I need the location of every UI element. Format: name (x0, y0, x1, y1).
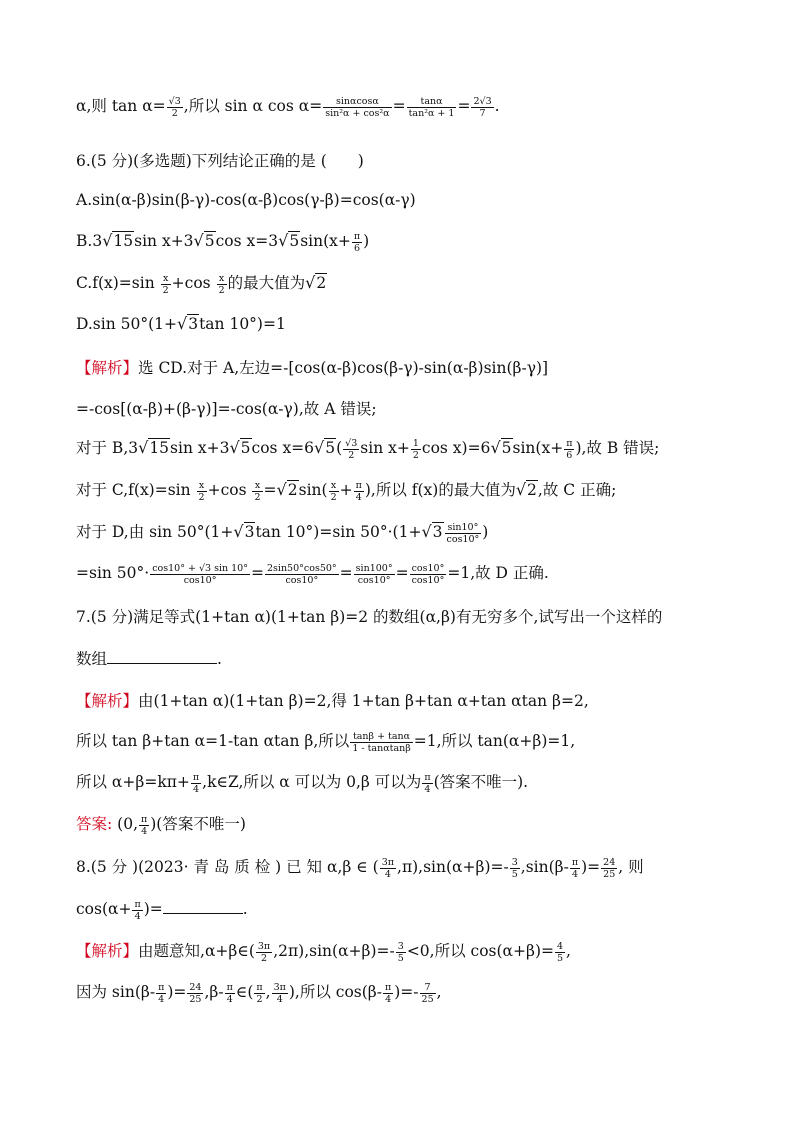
problem7-solution-line-1: 【解析】由(1+tan α)(1+tan β)=2,得 1+tan β+tan α+tan αtan β=2, (76, 692, 589, 710)
fraction: $\frac{7}{25}$ (421, 981, 434, 1005)
solution-tag: 【解析】 (76, 942, 139, 960)
problem8-solution-line-2: 因为 sin(β- $\frac{\pi}{4}$ )= $\frac{24}{25}$ ,β- $\frac{\pi}{4}$ ∈( $\frac{\pi}{2}$ , $\frac{3\pi}{4}$ ),所以 cos(β- $\frac{\pi}{4}$ )=- $\frac{7}{25}$ , (76, 981, 442, 1005)
fraction: $\frac{24}{25}$ (189, 981, 202, 1005)
fraction: $\frac{\sin\alpha\cos\alpha}{\text{sin²α + cos²α}}$ (325, 95, 390, 119)
problem8-solution-line-1: 【解析】由题意知,α+β∈( $\frac{3\pi}{2}$ ,2π),sin(α+β)=- $\frac{3}{5}$ <0,所以 cos(α+β)= $\frac{4}{5}$ , (76, 940, 571, 964)
sqrt: √5 (229, 438, 251, 457)
problem7-solution-line-3: 所以 α+β=kπ+ $\frac{\pi}{4}$ ,k∈Z,所以 α 可以为 0,β 可以为 $\frac{\pi}{4}$ (答案不唯一). (76, 771, 529, 795)
fraction: $\frac{\pi}{2}$ (256, 981, 263, 1005)
solution-tag: 【解析】 (76, 692, 139, 710)
fraction: $\frac{\tan\beta + \tan\alpha}{1 - \tan\alpha\tan\beta}$ (352, 730, 411, 754)
fraction: $\frac{\pi}{4}$ (141, 813, 148, 837)
sqrt: √3 (233, 522, 255, 541)
sqrt: √5 (314, 438, 336, 457)
fraction: $\frac{1}{2}$ (412, 437, 419, 461)
text: α,则 tan α= (76, 97, 166, 115)
answer-label: 答案: (76, 815, 113, 833)
fraction: $\frac{\sin 10^\circ}{\cos 10^\circ}$ (446, 521, 480, 545)
problem8-stem-2: cos(α+ $\frac{\pi}{4}$ )= . (76, 898, 248, 922)
problem6-solution-line-1: 【解析】选 CD.对于 A,左边=-[cos(α-β)cos(β-γ)-sin(α-β)sin(β-γ)] (76, 359, 549, 377)
problem6-option-b: B.3√15sin x+3√5cos x=3√5sin(x+ $\frac{\pi}{6}$ ) (76, 230, 370, 254)
fraction: $\frac{\pi}{4}$ (571, 856, 579, 880)
sqrt: √5 (490, 438, 512, 457)
fraction: $\frac{\pi}{4}$ (355, 479, 362, 503)
fraction: $\frac{\cos 10^\circ}{\cos 10^\circ}$ (411, 562, 445, 586)
fraction: $\frac{\pi}{6}$ (353, 230, 361, 254)
fraction: $\frac{3\pi}{4}$ (273, 981, 286, 1005)
sqrt: √5 (193, 231, 215, 250)
problem8-stem-1: 8.(5 分 )(2023· 青 岛 质 检 ) 已 知 α,β ∈ ( $\frac{3\pi}{4}$ ,π),sin(α+β)=- $\frac{3}{5}$ ,sin(β- $\frac{\pi}{4}$ )= $\frac{24}{25}$ , 则 (76, 856, 644, 880)
fraction: $\frac{x}{2}$ (162, 272, 169, 296)
text: ,所以 sin α cos α= (183, 97, 323, 115)
fraction: $\frac{\pi}{4}$ (226, 981, 233, 1005)
problem6-solution-line-4: 对于 C,f(x)=sin $\frac{x}{2}$ +cos $\frac{x}{2}$ =√2sin( $\frac{x}{2}$ + $\frac{\pi}{4}$ ),所以 f(x)的最大值为√2,故 C 正确; (76, 479, 617, 503)
problem7-stem-2: 数组 . (76, 647, 724, 670)
problem6-solution-line-2: =-cos[(α-β)+(β-γ)]=-cos(α-γ),故 A 错误; (76, 400, 377, 418)
fraction: $\frac{\pi}{4}$ (424, 771, 431, 795)
fraction: $\frac{\pi}{4}$ (158, 981, 165, 1005)
fraction: $\frac{\tan\alpha}{\text{tan²α + 1}}$ (408, 95, 455, 119)
fraction: $\frac{x}{2}$ (330, 479, 337, 503)
problem6-solution-line-5: 对于 D,由 sin 50°(1+√3tan 10°)=sin 50°·(1+√3 $\frac{\sin 10^\circ}{\cos 10^\circ}$ ) (76, 521, 489, 545)
fraction: $\frac{24}{25}$ (603, 856, 616, 880)
fraction: $\frac{x}{2}$ (198, 479, 205, 503)
fraction: $\frac{x}{2}$ (218, 272, 225, 296)
fraction: $\frac{\pi}{6}$ (566, 437, 573, 461)
fraction: $\frac{3}{5}$ (511, 856, 518, 880)
fraction: $\frac{√3}{2}$ (168, 95, 181, 119)
fraction: $\frac{\sin 100^\circ}{\cos 10^\circ}$ (355, 562, 393, 586)
fraction: $\frac{2\sin 50^\circ\cos 50^\circ}{\cos 10^\circ}$ (266, 562, 337, 586)
solution-tag: 【解析】 (76, 359, 139, 377)
problem5-tail-line: α,则 tan α= $\frac{√3}{2}$ ,所以 sin α cos α= $\frac{\sin\alpha\cos\alpha}{\text{sin²α + cos²α}}$ = $\frac{\tan\alpha}{\text{tan²α + 1}}$ = $\frac{2√3}{7}$ . (76, 95, 500, 119)
problem6-stem: 6.(5 分)(多选题)下列结论正确的是 ( ) (76, 152, 364, 170)
answer-blank[interactable] (107, 647, 217, 664)
sqrt: √15 (102, 231, 134, 250)
problem6-solution-line-3: 对于 B,3√15sin x+3√5cos x=6√5( $\frac{√3}{2}$ sin x+ $\frac{1}{2}$ cos x)=6√5sin(x+ $\frac{\pi}{6}$ ),故 B 错误; (76, 437, 660, 461)
fraction: $\frac{4}{5}$ (556, 940, 564, 964)
answer-blank[interactable] (163, 897, 243, 914)
problem6-option-d: D.sin 50°(1+√3tan 10°)=1 (76, 314, 286, 333)
problem6-solution-line-6: =sin 50°· $\frac{\cos 10^\circ + √3 \sin 10^\circ}{\cos 10^\circ}$ = $\frac{2\sin 50^\circ\cos 50^\circ}{\cos 10^\circ}$ = $\frac{\sin 100^\circ}{\cos 10^\circ}$ = $\frac{\cos 10^\circ}{\cos 10^\circ}$ =1,故 D 正确. (76, 562, 549, 586)
fraction: $\frac{3\pi}{2}$ (257, 940, 271, 964)
sqrt: √2 (305, 273, 327, 292)
fraction: $\frac{3\pi}{4}$ (381, 856, 395, 880)
fraction: $\frac{\pi}{4}$ (385, 981, 392, 1005)
fraction: $\frac{\pi}{4}$ (192, 771, 200, 795)
problem6-option-a: A.sin(α-β)sin(β-γ)-cos(α-β)cos(γ-β)=cos(α-γ) (76, 191, 416, 209)
problem7-stem-1: 7.(5 分)满足等式(1+tan α)(1+tan β)=2 的数组(α,β)有无穷多个,试写出一个这样的 (76, 608, 663, 626)
fraction: $\frac{\cos 10^\circ + √3 \sin 10^\circ}{\cos 10^\circ}$ (152, 562, 248, 586)
sqrt: √2 (515, 480, 537, 499)
sqrt: √2 (276, 480, 298, 499)
sqrt: √3 (177, 314, 199, 333)
problem7-solution-line-2: 所以 tan β+tan α=1-tan αtan β,所以 $\frac{\tan\beta + \tan\alpha}{1 - \tan\alpha\tan\beta}$ =1,所以 tan(α+β)=1, (76, 730, 576, 754)
problem7-answer: 答案: (0, $\frac{\pi}{4}$ )(答案不唯一) (76, 813, 246, 837)
sqrt: √5 (278, 231, 300, 250)
fraction: $\frac{3}{5}$ (397, 940, 404, 964)
sqrt: √15 (138, 438, 170, 457)
fraction: $\frac{\pi}{4}$ (134, 898, 141, 922)
problem6-option-c: C.f(x)=sin $\frac{x}{2}$ +cos $\frac{x}{2}$ 的最大值为√2 (76, 272, 327, 296)
fraction: $\frac{x}{2}$ (254, 479, 261, 503)
fraction: $\frac{2√3}{7}$ (473, 95, 492, 119)
fraction: $\frac{√3}{2}$ (345, 437, 358, 461)
sqrt: √3 (421, 522, 443, 541)
